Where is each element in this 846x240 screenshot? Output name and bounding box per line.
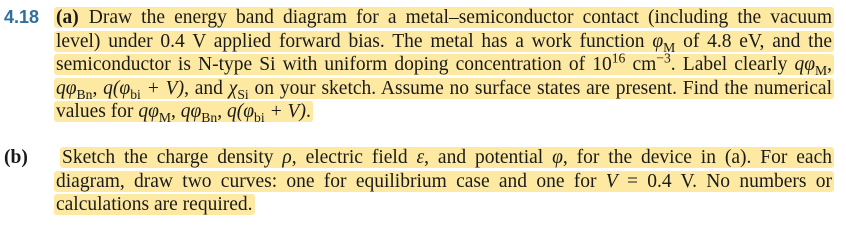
part-b — [4, 146, 834, 217]
part-a-text-7: . — [305, 101, 311, 122]
value-qphibi-sub: bi — [254, 109, 265, 125]
label-qphibi-pre: q(φ — [103, 77, 131, 99]
value-qphibn-sub: Bn — [201, 109, 218, 125]
problem-number: 4.18 — [4, 7, 40, 27]
part-b-text-4: , for the device in (a). For each diagram, draw two curves: one for equilibrium case and one for — [56, 147, 832, 192]
value-qphibi-pre: q(φ — [226, 101, 255, 122]
value-qphibn: qφ — [180, 101, 202, 122]
part-a-highlight — [54, 7, 834, 125]
epsilon-symbol: ε — [416, 147, 425, 168]
label-qphibn: qφ — [56, 77, 77, 99]
part-a-text-1: Draw the energy band diagram for a metal–semiconductor contact (including the vacuum level) under 0.4 V applied forward bias. The metal has a work function — [56, 7, 832, 52]
label-qphim-sub: M — [814, 62, 828, 78]
part-a-text-3: cm — [625, 54, 657, 75]
vsep-1: , — [171, 101, 181, 122]
part-a-text-2: of 4.8 eV, and the semiconductor is N-type Si with uniform doping concentration of 10 — [56, 30, 832, 75]
sep-1: , — [827, 54, 832, 75]
part-b-label: (b) — [4, 147, 28, 168]
phi-m-subscript: M — [663, 39, 676, 55]
sep-2: , — [92, 77, 104, 99]
value-qphim: qφ — [138, 101, 159, 122]
phi-m-symbol: φ — [652, 30, 664, 52]
part-a-text-6: on your sketch. Assume no surface states are present. Find the numerical values for — [56, 77, 832, 122]
value-qphibi-post: + V) — [264, 101, 306, 122]
part-b-text-3: , and potential — [424, 147, 553, 168]
label-qphibi-post: + V) — [140, 77, 185, 99]
part-a-text-5: , and — [184, 77, 229, 99]
phi-symbol: φ — [552, 147, 563, 168]
part-b-text-2: , electric field — [291, 147, 417, 168]
unit-exponent: −3 — [656, 50, 671, 66]
value-qphim-sub: M — [158, 109, 171, 125]
part-a-label: (a) — [56, 7, 79, 28]
part-a-text-4: . Label clearly — [670, 54, 795, 75]
part-b-text-5: = 0.4 V. No numbers or calculations are required. — [56, 170, 832, 215]
vsep-2: , — [217, 101, 227, 122]
label-qphibi-sub: bi — [130, 86, 141, 102]
label-qphibn-sub: Bn — [76, 86, 93, 102]
doping-exponent: 16 — [611, 50, 626, 66]
rho-symbol: ρ — [282, 147, 292, 168]
part-b-highlight — [54, 147, 834, 215]
label-qphim: qφ — [794, 54, 815, 75]
v-symbol: V — [605, 170, 618, 192]
part-a — [54, 6, 834, 124]
chi-symbol: χ — [228, 77, 238, 99]
part-b-text-1: Sketch the charge density — [62, 147, 283, 168]
chi-subscript: Si — [237, 86, 249, 102]
